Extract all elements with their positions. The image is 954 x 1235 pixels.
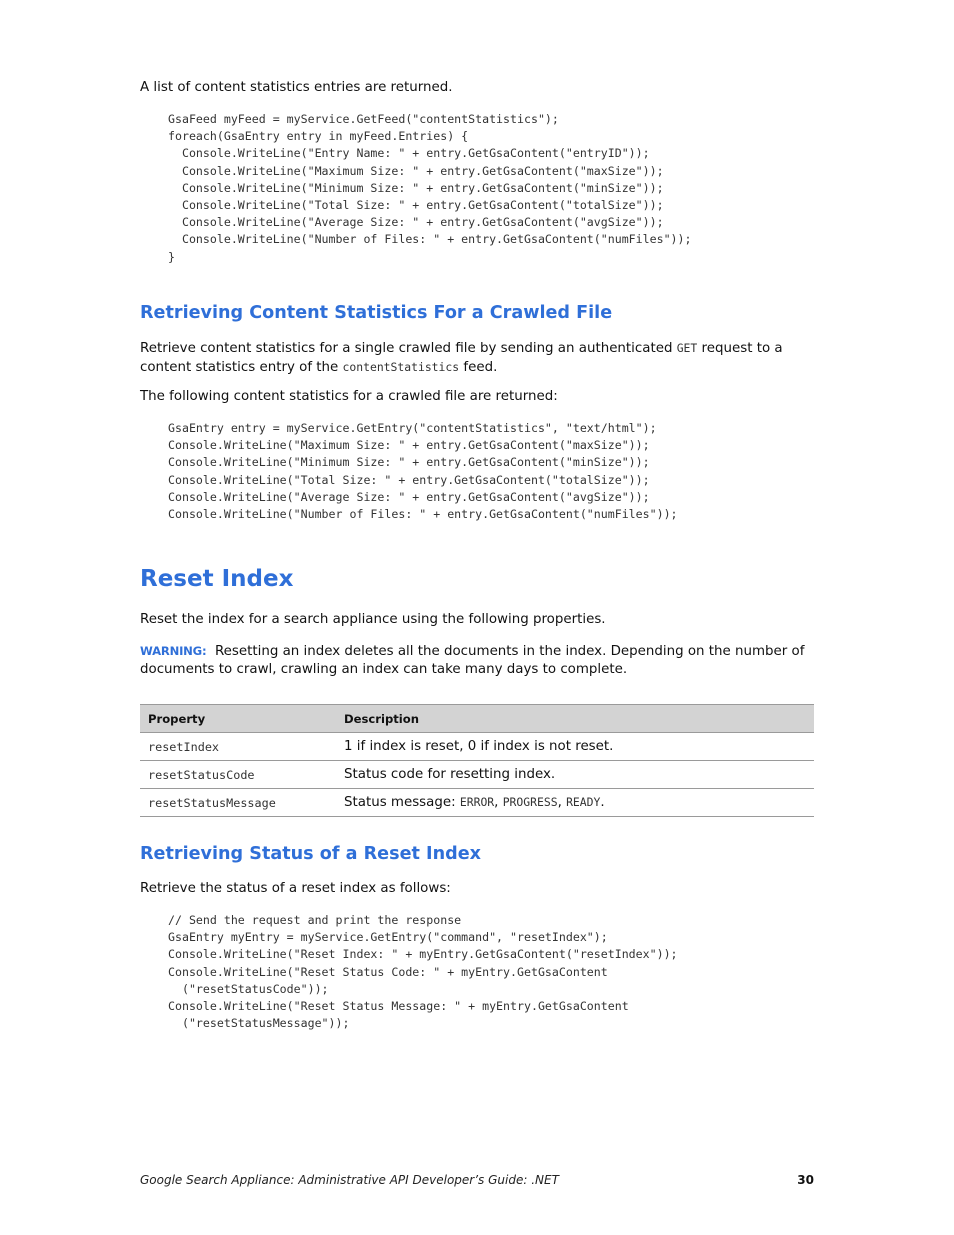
reset-status-intro: Retrieve the status of a reset index as follows: — [140, 881, 451, 896]
table-header-row — [140, 705, 814, 733]
property-cell: resetStatusMessage — [140, 789, 336, 817]
section-heading-reset-status: Retrieving Status of a Reset Index — [140, 844, 481, 864]
crawled-file-paragraph: Retrieve content statistics for a single crawled file by sending an authenticated GET request to a content statistics entry of the contentStatistics feed. — [140, 341, 783, 375]
warning-note — [140, 642, 814, 679]
crawled-file-returned-text: The following content statistics for a crawled file are returned: — [140, 389, 558, 404]
table-row — [140, 761, 814, 789]
status-code-ready: READY — [566, 795, 601, 809]
footer-doc-title: Google Search Appliance: Administrative API Developer’s Guide: .NET — [140, 1173, 559, 1187]
inline-code-feed: contentStatistics — [342, 360, 460, 374]
code-block-reset: // Send the request and print the response GsaEntry myEntry = myService.GetEntry("command", "resetIndex"); Console.WriteLine("Reset Index: " + myEntry.GetGsaContent("resetIndex")); Console.WriteLine("Reset Status Code: " + myEntry.GetGsaContent ("resetStatusCode")); Console.WriteLine("Reset Status Message: " + myEntry.GetGsaContent ("resetStatusMessage")); — [168, 913, 678, 1031]
table-row — [140, 733, 814, 761]
property-cell: resetIndex — [140, 733, 336, 761]
property-cell: resetStatusCode — [140, 761, 336, 789]
intro-list-text: A list of content statistics entries are returned. — [140, 80, 453, 95]
warning-label: WARNING: — [140, 644, 207, 658]
footer-page-number: 30 — [797, 1173, 814, 1187]
code-block-entry: GsaEntry entry = myService.GetEntry("contentStatistics", "text/html"); Console.WriteLine("Maximum Size: " + entry.GetGsaContent("maxSize")); Console.WriteLine("Minimum Size: " + entry.GetGsaContent("minSize")); Console.WriteLine("Total Size: " + entry.GetGsaContent("totalSize")); Console.WriteLine("Average Size: " + entry.GetGsaContent("avgSize")); Console.WriteLine("Number of Files: " + entry.GetGsaContent("numFiles")); — [168, 421, 678, 522]
description-cell: 1 if index is reset, 0 if index is not reset. — [336, 733, 814, 761]
header-property: Property — [140, 705, 336, 733]
warning-text: Resetting an index deletes all the documents in the index. Depending on the number of documents to crawl, crawling an index can take many days to complete. — [140, 644, 805, 677]
status-code-progress: PROGRESS — [502, 795, 558, 809]
reset-intro-text: Reset the index for a search appliance using the following properties. — [140, 612, 606, 627]
table-row — [140, 789, 814, 817]
description-cell: Status code for resetting index. — [336, 761, 814, 789]
reset-index-heading: Reset Index — [140, 566, 294, 592]
header-description: Description — [336, 705, 814, 733]
status-code-error: ERROR — [459, 795, 495, 809]
description-cell: Status message: ERROR, PROGRESS, READY. — [336, 789, 814, 817]
properties-table — [140, 704, 814, 817]
code-block-feed: GsaFeed myFeed = myService.GetFeed("contentStatistics"); foreach(GsaEntry entry in myFeed.Entries) { Console.WriteLine("Entry Name: " + entry.GetGsaContent("entryID")); Console.WriteLine("Maximum Size: " + entry.GetGsaContent("maxSize")); Console.WriteLine("Minimum Size: " + entry.GetGsaContent("minSize")); Console.WriteLine("Total Size: " + entry.GetGsaContent("totalSize")); Console.WriteLine("Average Size: " + entry.GetGsaContent("avgSize")); Console.WriteLine("Number of Files: " + entry.GetGsaContent("numFiles")); } — [168, 112, 692, 264]
section-heading-crawled-file: Retrieving Content Statistics For a Crawled File — [140, 303, 613, 323]
inline-code-get: GET — [676, 341, 698, 355]
